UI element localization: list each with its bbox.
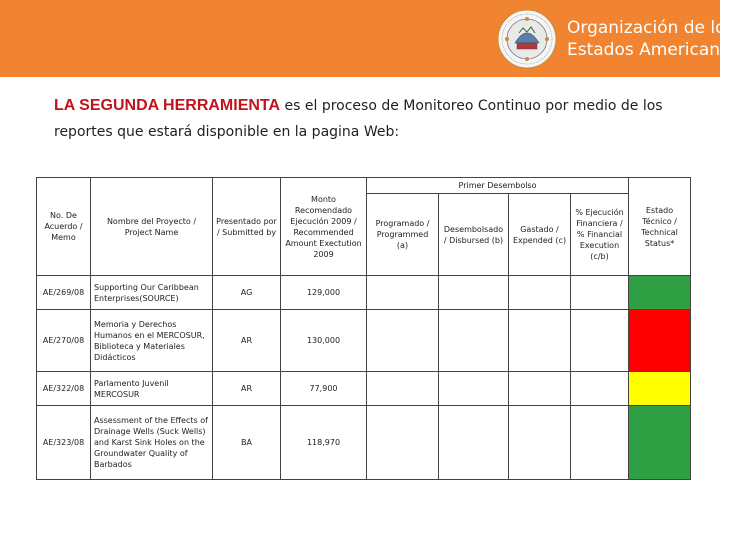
- cell-disbursed: [439, 310, 509, 372]
- cell-project: Parlamento Juvenil MERCOSUR: [91, 372, 213, 406]
- header-amount: Monto Recomendado Ejecución 2009 / Recommended Amount Exectution 2009: [281, 178, 367, 276]
- header-project: Nombre del Proyecto / Project Name: [91, 178, 213, 276]
- header-expended: Gastado / Expended (c): [509, 194, 571, 276]
- intro-highlight: LA SEGUNDA HERRAMIENTA: [54, 97, 281, 114]
- org-name-line1: Organización de los: [567, 18, 735, 38]
- cell-financial: [571, 372, 629, 406]
- cell-expended: [509, 276, 571, 310]
- cell-presented: AG: [213, 276, 281, 310]
- table-row: [37, 276, 691, 310]
- cell-no: AE/323/08: [37, 406, 91, 480]
- intro-text: [54, 93, 694, 145]
- status-indicator: [629, 276, 691, 310]
- cell-presented: AR: [213, 372, 281, 406]
- monitoring-table: [36, 177, 691, 480]
- cell-amount: 118,970: [281, 406, 367, 480]
- cell-disbursed: [439, 276, 509, 310]
- cell-no: AE/322/08: [37, 372, 91, 406]
- cell-financial: [571, 406, 629, 480]
- header-no: No. De Acuerdo / Memo: [37, 178, 91, 276]
- cell-amount: 77,900: [281, 372, 367, 406]
- table-row: [37, 372, 691, 406]
- cell-no: AE/269/08: [37, 276, 91, 310]
- cell-amount: 130,000: [281, 310, 367, 372]
- cell-programmed: [367, 406, 439, 480]
- cell-programmed: [367, 310, 439, 372]
- cell-project: Assessment of the Effects of Drainage Wells (Suck Wells) and Karst Sink Holes on the Groundwater Quality of Barbados: [91, 406, 213, 480]
- cell-expended: [509, 406, 571, 480]
- header-programmed: Programado / Programmed (a): [367, 194, 439, 276]
- header-disbursed: Desembolsado / Disbursed (b): [439, 194, 509, 276]
- org-name-line2: Estados Americanos: [567, 40, 739, 60]
- cell-disbursed: [439, 372, 509, 406]
- cell-expended: [509, 310, 571, 372]
- cell-disbursed: [439, 406, 509, 480]
- cell-programmed: [367, 372, 439, 406]
- header-financial: % Ejecución Financiera / % Financial Execution (c/b): [571, 194, 629, 276]
- header-band: [0, 0, 739, 77]
- cell-expended: [509, 372, 571, 406]
- cell-presented: AR: [213, 310, 281, 372]
- intro-line2: reportes que estará disponible en la pagina Web:: [54, 124, 400, 140]
- cell-project: Memoria y Derechos Humanos en el MERCOSUR, Biblioteca y Materiales Didácticos: [91, 310, 213, 372]
- cell-financial: [571, 276, 629, 310]
- header-presented: Presentado por / Submitted by: [213, 178, 281, 276]
- cell-programmed: [367, 276, 439, 310]
- table-row: [37, 406, 691, 480]
- header-status: Estado Técnico / Technical Status*: [629, 178, 691, 276]
- table-row: [37, 310, 691, 372]
- header-first-disbursement: Primer Desembolso: [367, 178, 629, 194]
- cell-financial: [571, 310, 629, 372]
- status-indicator: [629, 310, 691, 372]
- cell-amount: 129,000: [281, 276, 367, 310]
- header-row-1: [37, 178, 691, 194]
- intro-line1: es el proceso de Monitoreo Continuo por medio de los: [280, 98, 663, 114]
- cell-no: AE/270/08: [37, 310, 91, 372]
- oas-seal-icon: [497, 9, 557, 69]
- cell-project: Supporting Our Caribbean Enterprises(SOURCE): [91, 276, 213, 310]
- cell-presented: BA: [213, 406, 281, 480]
- status-indicator: [629, 406, 691, 480]
- status-indicator: [629, 372, 691, 406]
- org-name: [567, 17, 739, 61]
